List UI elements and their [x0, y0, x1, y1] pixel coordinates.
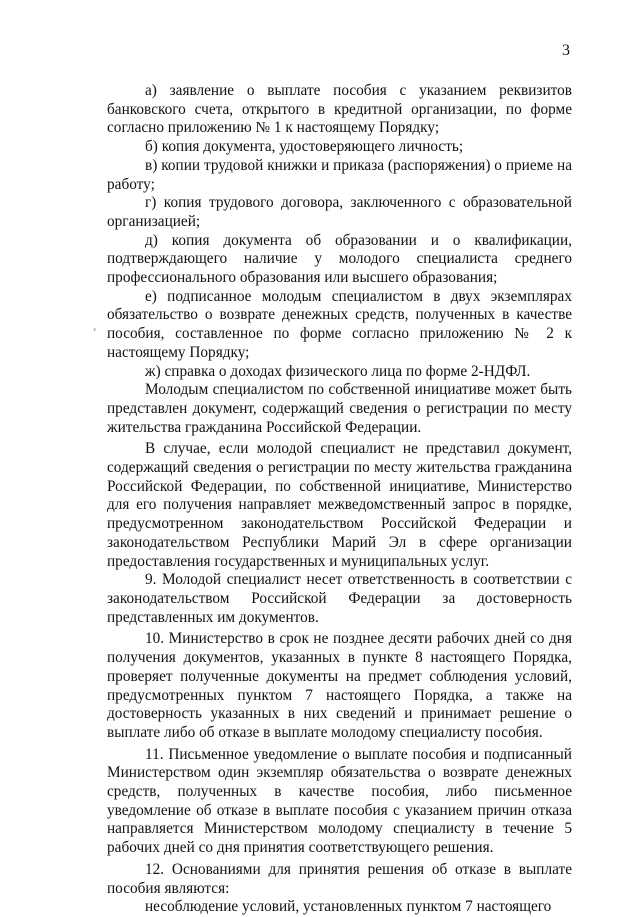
paragraph-item-v: в) копии трудовой книжки и приказа (распоряжения) о приеме на работу; [107, 156, 572, 193]
paragraph-clause-11: 11. Письменное уведомление о выплате пособия и подписанный Министерством один экземпляр обязательства о возврате денежных средств, полученных в качестве пособия, либо письменное уведомление об отказе в выплате пособия с указанием причин отказа направляется Министерством молодому специалисту в течение 5 рабочих дней со дня принятия соответствующего решения. [107, 745, 572, 857]
paragraph-item-a: а) заявление о выплате пособия с указанием реквизитов банковского счета, открытого в кредитной организации, по форме согласно приложению № 1 к настоящему Порядку; [107, 82, 572, 137]
paragraph-interagency-request: В случае, если молодой специалист не представил документ, содержащий сведения о регистрации по месту жительства гражданина Российской Федерации, по собственной инициативе, Министерство для его получения направляет межведомственный запрос в порядке, предусмотренном законодательством Российской Федерации и законодательством Республики Марий Эл в сфере организации предоставления государственных и муниципальных услуг. [107, 440, 572, 570]
paragraph-own-initiative: Молодым специалистом по собственной инициативе может быть представлен документ, содержащий сведения о регистрации по месту жительства гражданина Российской Федерации. [107, 381, 572, 436]
paragraph-clause-10: 10. Министерство в срок не позднее десяти рабочих дней со дня получения документов, указанных в пункте 8 настоящего Порядка, проверяет полученные документы на предмет соблюдения условий, предусмотренных пунктом 7 настоящего Порядка, а также на достоверность указанных в них сведений и принимает решение о выплате либо об отказе в выплате молодому специалисту пособия. [107, 630, 572, 741]
paragraph-item-e: е) подписанное молодым специалистом в двух экземплярах обязательство о возврате денежных средств, полученных в качестве пособия, составленное по форме согласно приложению № 2 к настоящему Порядку; [107, 287, 572, 361]
paragraph-item-zh: ж) справка о доходах физического лица по форме 2-НДФЛ. [145, 362, 531, 380]
paragraph-clause-12-item: несоблюдение условий, установленных пунктом 7 настоящего [145, 898, 552, 916]
document-body [107, 82, 572, 917]
page-number: 3 [562, 42, 570, 59]
margin-mark: ¸ [93, 320, 97, 331]
paragraph-item-g: г) копия трудового договора, заключенного с образовательной организацией; [107, 194, 572, 230]
paragraph-item-b: б) копия документа, удостоверяющего личность; [145, 138, 464, 156]
paragraph-item-d: д) копия документа об образовании и о квалификации, подтверждающего наличие у молодого специалиста среднего профессионального образования или высшего образования; [107, 231, 572, 287]
paragraph-clause-9: 9. Молодой специалист несет ответственность в соответствии с законодательством Российской Федерации за достоверность представленных им документов. [107, 571, 572, 626]
paragraph-clause-12: 12. Основаниями для принятия решения об отказе в выплате пособия являются: [107, 860, 572, 897]
